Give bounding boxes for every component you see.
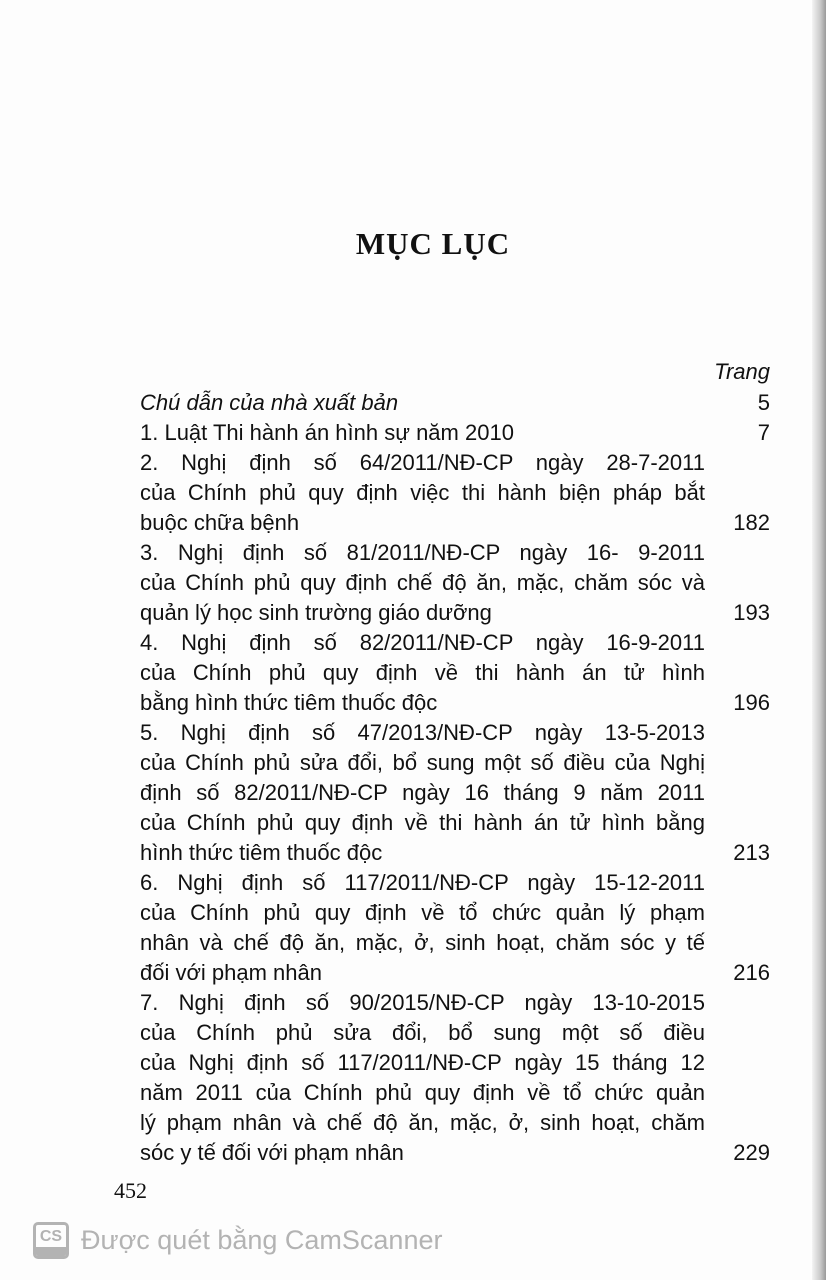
toc-entry-line: 6. Nghị định số 117/2011/NĐ-CP ngày 15-12-2011 (140, 870, 705, 895)
toc-entry-line: của Chính phủ quy định về thi hành án tử hình (140, 660, 705, 685)
toc-entry-page: 182 (733, 510, 770, 535)
toc-entry (140, 988, 770, 1168)
toc-entry-line: 2. Nghị định số 64/2011/NĐ-CP ngày 28-7-2011 (140, 450, 705, 475)
page-number: 452 (114, 1178, 147, 1203)
toc-entry-page: 229 (733, 1140, 770, 1165)
toc-entry-line: định số 82/2011/NĐ-CP ngày 16 tháng 9 năm 2011 (140, 780, 705, 805)
toc-entry (140, 418, 770, 448)
toc-entry (140, 448, 770, 538)
toc-entry-page: 5 (757, 390, 770, 415)
toc-entry-page: 7 (757, 420, 770, 445)
toc-entry-line: 5. Nghị định số 47/2013/NĐ-CP ngày 13-5-2013 (140, 720, 705, 745)
toc-entry-page: 213 (733, 840, 770, 865)
camscanner-watermark (33, 1222, 442, 1259)
toc-entry (140, 628, 770, 718)
toc-entry-line: của Chính phủ quy định về tổ chức quản lý phạm (140, 900, 705, 925)
toc-entry-line: 1. Luật Thi hành án hình sự năm 2010 (140, 420, 514, 445)
toc-entry-line: 4. Nghị định số 82/2011/NĐ-CP ngày 16-9-2011 (140, 630, 705, 655)
toc-entry-line: buộc chữa bệnh (140, 510, 300, 535)
toc-entry-line: của Chính phủ quy định việc thi hành biện pháp bắt (140, 480, 705, 505)
toc-entry-line: của Chính phủ sửa đổi, bổ sung một số điều của Nghị (140, 750, 705, 775)
toc-entry-line: sóc y tế đối với phạm nhân (140, 1140, 404, 1165)
toc-entry-line: hình thức tiêm thuốc độc (140, 840, 383, 865)
toc-entry (140, 388, 770, 418)
toc-entry-page: 216 (733, 960, 770, 985)
toc-entry-line: 7. Nghị định số 90/2015/NĐ-CP ngày 13-10-2015 (140, 990, 705, 1015)
table-of-contents (140, 356, 770, 1168)
toc-entries (140, 388, 770, 1168)
toc-entry-page: 196 (733, 690, 770, 715)
toc-entry-line: bằng hình thức tiêm thuốc độc (140, 690, 438, 715)
toc-entry (140, 538, 770, 628)
toc-entry-page: 193 (733, 600, 770, 625)
toc-entry (140, 718, 770, 868)
watermark-text: Được quét bằng CamScanner (81, 1225, 443, 1255)
toc-entry-line: của Chính phủ quy định về thi hành án tử hình bằng (140, 810, 705, 835)
camscanner-logo-icon: CS (33, 1222, 69, 1259)
page-column-header: Trang (714, 359, 770, 384)
toc-entry-line: của Chính phủ quy định chế độ ăn, mặc, chăm sóc và (140, 570, 705, 595)
toc-entry-line: nhân và chế độ ăn, mặc, ở, sinh hoạt, chăm sóc y tế (140, 930, 705, 955)
toc-entry-line: đối với phạm nhân (140, 960, 322, 985)
toc-entry-line: lý phạm nhân và chế độ ăn, mặc, ở, sinh hoạt, chăm (140, 1110, 705, 1135)
toc-entry-line: năm 2011 của Chính phủ quy định về tổ chức quản (140, 1080, 705, 1105)
page-edge-shadow (812, 0, 826, 1280)
page-title: MỤC LỤC (355, 226, 511, 261)
toc-entry-line: của Chính phủ sửa đổi, bổ sung một số điều (140, 1020, 705, 1045)
toc-entry-line: quản lý học sinh trường giáo dưỡng (140, 600, 492, 625)
toc-entry (140, 868, 770, 988)
toc-entry-line: 3. Nghị định số 81/2011/NĐ-CP ngày 16- 9-2011 (140, 540, 705, 565)
toc-entry-line: của Nghị định số 117/2011/NĐ-CP ngày 15 tháng 12 (140, 1050, 705, 1075)
toc-entry-line: Chú dẫn của nhà xuất bản (140, 390, 399, 415)
